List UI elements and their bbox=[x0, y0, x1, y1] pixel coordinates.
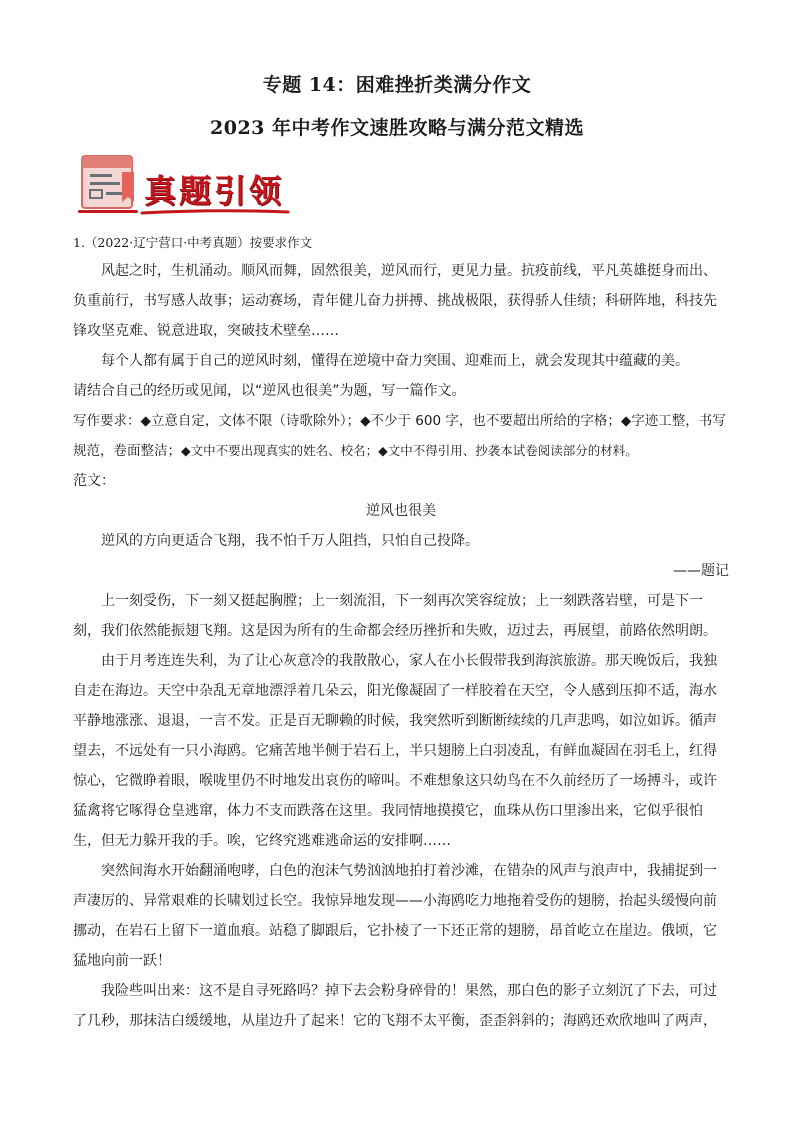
essay-title: 逆风也很美 bbox=[366, 503, 436, 519]
epigraph-signature: ——题记 bbox=[673, 563, 729, 579]
banner-label: 真题引领 bbox=[144, 172, 285, 210]
essay-epigraph: 逆风的方向更适合飞翔，我不怕千万人阻挡，只怕自己投降。 bbox=[101, 533, 479, 549]
document-body bbox=[73, 230, 729, 1036]
prompt-instruction: 请结合自己的经历或见闻，以“逆风也很美”为题，写一篇作文。 bbox=[73, 383, 466, 399]
document-book-icon bbox=[76, 152, 142, 216]
question-heading: 1.（2022·辽宁营口·中考真题）按要求作文 bbox=[73, 235, 313, 250]
banner-underline bbox=[140, 208, 290, 216]
document-title: 专题 14：困难挫折类满分作文 bbox=[262, 74, 532, 96]
section-banner bbox=[76, 152, 286, 216]
prompt-paragraph: 每个人都有属于自己的逆风时刻，懂得在逆境中奋力突围、迎难而上，就会发现其中蕴藏的美。 bbox=[101, 353, 689, 369]
sample-label: 范文： bbox=[73, 473, 115, 489]
requirements-text: 写作要求：◆立意自定，文体不限（诗歌除外）；◆不少于 600 字，也不要超出所给的字格；◆字迹工整，书写规范，卷面整洁； bbox=[73, 413, 726, 459]
document-subtitle: 2023 年中考作文速胜攻略与满分范文精选 bbox=[210, 117, 584, 139]
writing-requirements bbox=[73, 406, 729, 466]
essay-paragraph: 突然间海水开始翻涌咆哮，白色的泡沫气势汹汹地拍打着沙滩，在错杂的风声与浪声中，我捕捉到一声凄厉的、异常艰难的长啸划过长空。我惊异地发现——小海鸥吃力地拖着受伤的翅膀，抬起头缓慢向前挪动，在岩石上留下一道血痕。站稳了脚跟后，它扑棱了一下还正常的翅膀，昂首屹立在崖边。俄顷，它猛地向前一跃！ bbox=[73, 863, 717, 969]
requirements-text: ◆文中不要出现真实的姓名、校名；◆文中不得引用、抄袭本试卷阅读部分的材料。 bbox=[181, 443, 638, 458]
essay-paragraph: 我险些叫出来：这不是自寻死路吗？掉下去会粉身碎骨的！果然，那白色的影子立刻沉了下去，可过了几秒，那抹洁白缓缓地，从崖边升了起来！它的飞翔不太平衡，歪歪斜斜的；海鸥还欢欣地叫了两声， bbox=[73, 983, 717, 1029]
essay-paragraph: 由于月考连连失利，为了让心灰意冷的我散散心，家人在小长假带我到海滨旅游。那天晚饭后，我独自走在海边。天空中杂乱无章地漂浮着几朵云，阳光像凝固了一样胶着在天空，令人感到压抑不适，海水平静地涨涨、退退，一言不发。正是百无聊赖的时候，我突然听到断断续续的几声悲鸣，如泣如诉。循声望去，不远处有一只小海鸥。它痛苦地半侧于岩石上，半只翅膀上白羽凌乱，有鲜血凝固在羽毛上，红得惊心，它微睁着眼，喉咙里仍不时地发出哀伤的啼叫。不难想象这只幼鸟在不久前经历了一场搏斗，或许猛禽将它啄得仓皇逃窜，体力不支而跌落在这里。我同情地摸摸它，血珠从伤口里渗出来，它似乎很怕生，但无力躲开我的手。唉，它终究逃难逃命运的安排啊…… bbox=[73, 653, 717, 849]
essay-paragraph: 上一刻受伤，下一刻又挺起胸膛；上一刻流泪，下一刻再次笑容绽放；上一刻跌落岩壁，可是下一刻，我们依然能振翅飞翔。这是因为所有的生命都会经历挫折和失败，迈过去，再展望，前路依然明朗。 bbox=[73, 593, 717, 639]
prompt-paragraph: 风起之时，生机涌动。顺风而舞，固然很美，逆风而行，更见力量。抗疫前线，平凡英雄挺身而出、负重前行，书写感人故事；运动赛场，青年健儿奋力拼搏、挑战极限，获得骄人佳绩；科研阵地，科技先锋攻坚克难、锐意进取，突破技术壁垒…… bbox=[73, 263, 717, 339]
